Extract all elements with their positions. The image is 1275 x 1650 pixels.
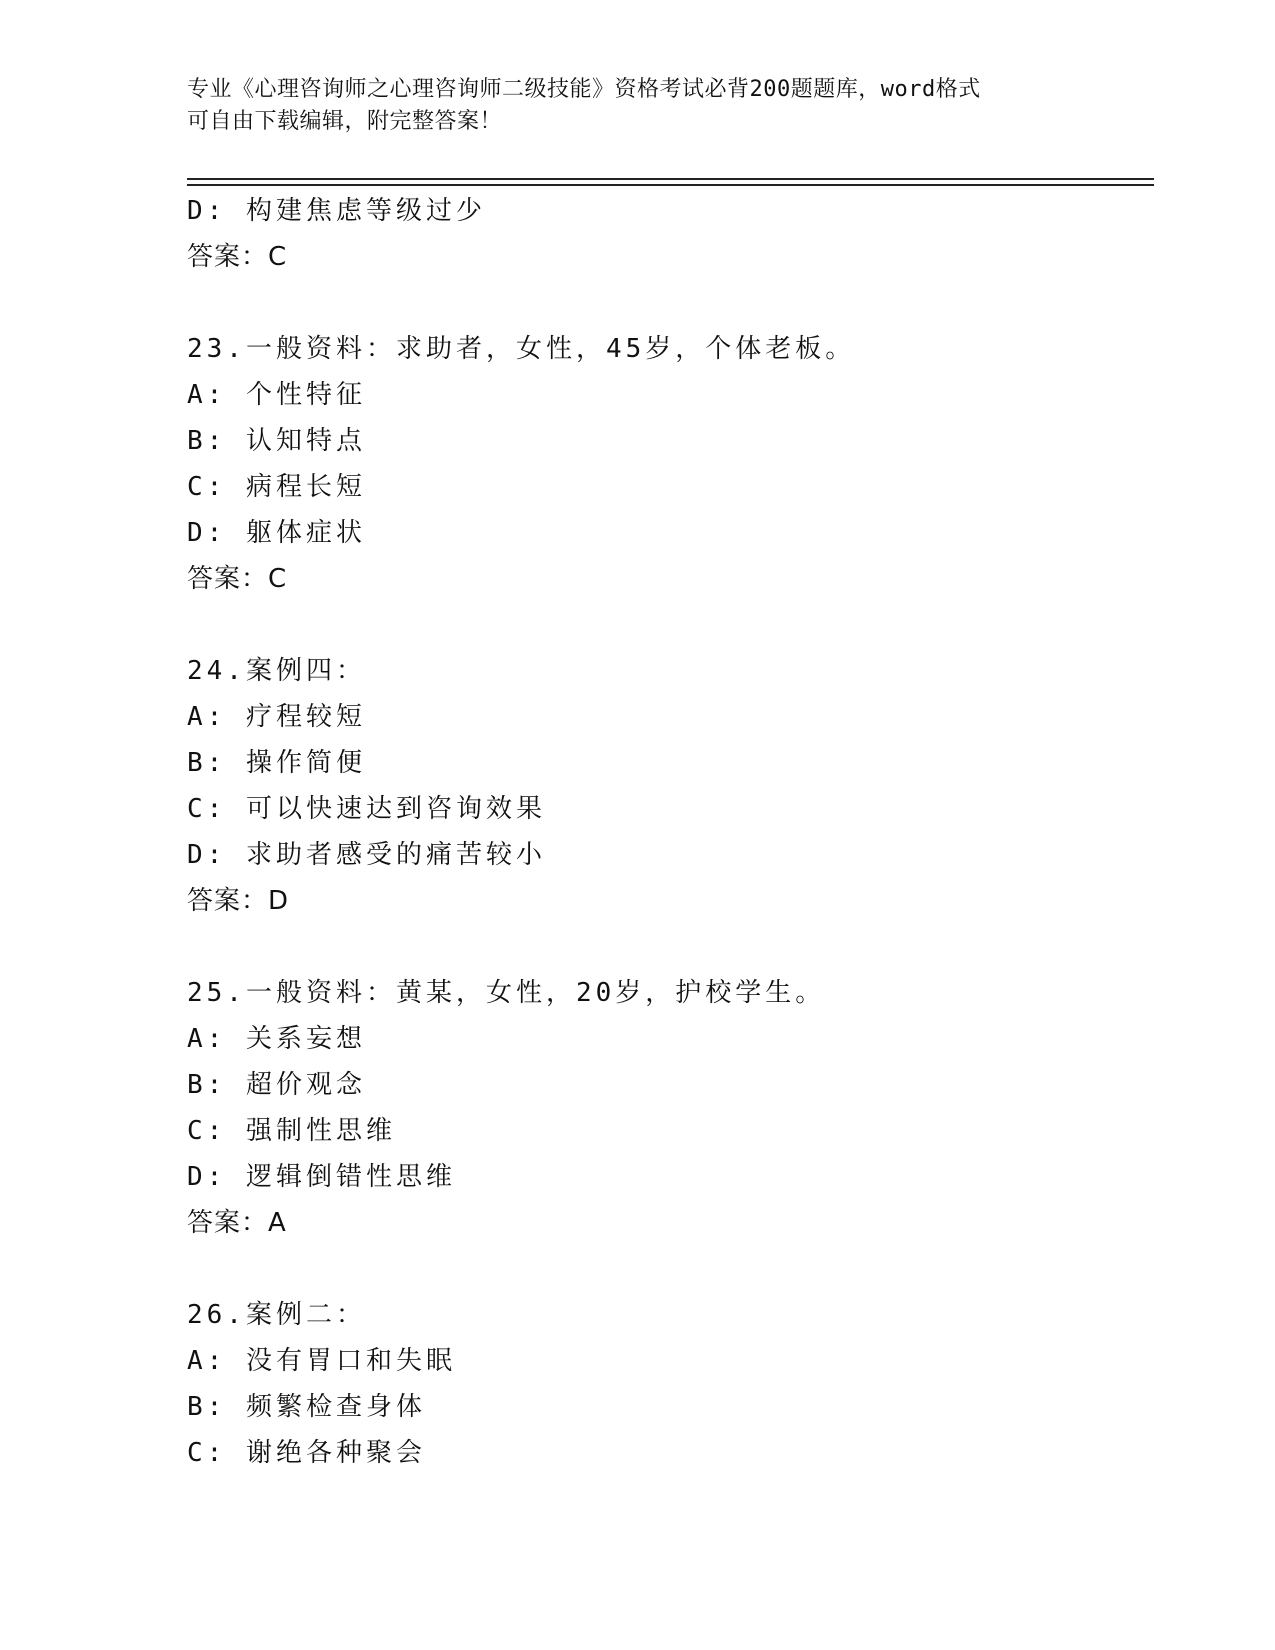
header-divider-top	[187, 178, 1154, 180]
question-stem: 26.案例二：	[187, 1300, 366, 1330]
question-stem: 25.一般资料：黄某，女性，20岁，护校学生。	[187, 978, 826, 1008]
option-line: C: 病程长短	[187, 472, 366, 502]
question-stem: 24.案例四：	[187, 656, 366, 686]
option-line: A: 关系妄想	[187, 1024, 366, 1054]
question-stem: 23.一般资料：求助者，女性，45岁，个体老板。	[187, 334, 856, 364]
option-line: C: 可以快速达到咨询效果	[187, 794, 546, 824]
option-line: C: 谢绝各种聚会	[187, 1438, 426, 1468]
option-line: B: 频繁检查身体	[187, 1392, 426, 1422]
option-line: A: 疗程较短	[187, 702, 366, 732]
option-line: A: 个性特征	[187, 380, 366, 410]
option-line: D: 逻辑倒错性思维	[187, 1162, 456, 1192]
option-line: D: 求助者感受的痛苦较小	[187, 840, 546, 870]
option-line: A: 没有胃口和失眠	[187, 1346, 456, 1376]
option-line: B: 超价观念	[187, 1070, 366, 1100]
answer-line: 答案：C	[187, 564, 288, 594]
document-header	[187, 74, 1087, 138]
option-line: B: 操作简便	[187, 748, 366, 778]
spacer	[187, 924, 1147, 970]
spacer	[187, 602, 1147, 648]
option-line: D: 构建焦虑等级过少	[187, 196, 486, 226]
option-line: C: 强制性思维	[187, 1116, 396, 1146]
header-divider-bottom	[187, 184, 1154, 186]
answer-line: 答案：C	[187, 242, 288, 272]
option-line: D: 躯体症状	[187, 518, 366, 548]
header-line-1: 专业《心理咨询师之心理咨询师二级技能》资格考试必背200题题库，word格式	[187, 77, 981, 102]
option-line: B: 认知特点	[187, 426, 366, 456]
answer-line: 答案：A	[187, 1208, 287, 1238]
spacer	[187, 1246, 1147, 1292]
answer-line: 答案：D	[187, 886, 290, 916]
question-list	[187, 188, 1147, 1476]
header-line-2: 可自由下载编辑，附完整答案！	[187, 109, 503, 134]
spacer	[187, 280, 1147, 326]
